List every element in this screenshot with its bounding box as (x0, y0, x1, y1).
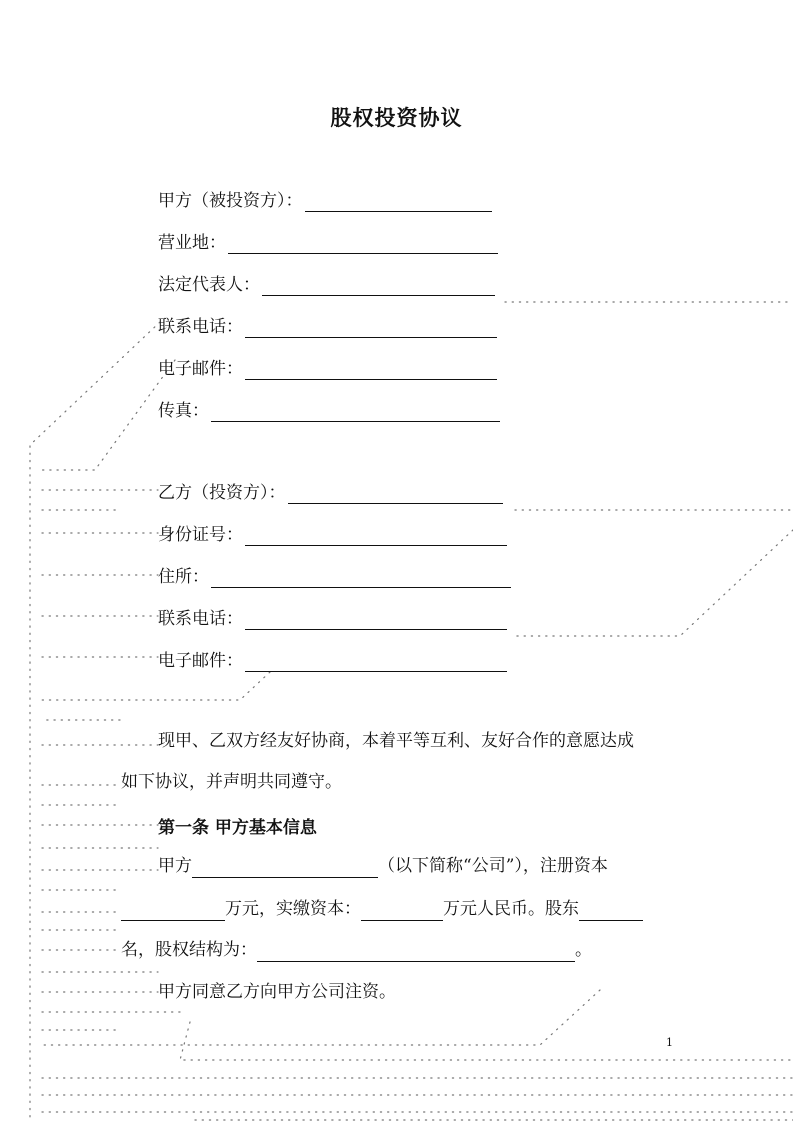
party-b-email-blank[interactable] (245, 651, 507, 672)
party-a-phone-label: 联系电话： (158, 317, 243, 337)
party-a-blank[interactable] (305, 191, 492, 212)
party-b-blank[interactable] (288, 483, 503, 504)
party-a-phone-blank[interactable] (245, 317, 497, 338)
party-b-phone-blank[interactable] (245, 609, 507, 630)
party-a-address-blank[interactable] (228, 233, 498, 254)
article-1-text-f: 。 (575, 940, 592, 960)
article-1-line-4: 甲方同意乙方向甲方公司注资。 (158, 982, 396, 1002)
party-b-phone-field (158, 604, 507, 630)
company-name-blank[interactable] (192, 859, 378, 878)
equity-structure-blank[interactable] (257, 943, 575, 962)
party-b-residence-label: 住所： (158, 567, 209, 587)
article-1-text-d: 万元人民币。股东 (443, 899, 579, 919)
party-b-phone-label: 联系电话： (158, 609, 243, 629)
article-1-text-c: 万元，实缴资本： (225, 899, 361, 919)
party-a-legal-rep-blank[interactable] (262, 275, 495, 296)
party-b-id-blank[interactable] (245, 525, 507, 546)
party-b-id-field (158, 520, 507, 546)
party-a-fax-blank[interactable] (211, 401, 500, 422)
party-a-label: 甲方（被投资方）： (158, 191, 303, 211)
party-a-address-field (158, 228, 498, 254)
article-1-line-2 (121, 897, 643, 921)
party-a-email-field (158, 354, 497, 380)
party-b-id-label: 身份证号： (158, 525, 243, 545)
party-a-field (158, 186, 492, 212)
party-b-residence-field (158, 562, 511, 588)
party-b-label: 乙方（投资方）： (158, 483, 286, 503)
document-title: 股权投资协议 (330, 106, 463, 130)
article-1-text-a: 甲方 (158, 856, 192, 876)
registered-capital-blank[interactable] (121, 902, 225, 921)
party-a-legal-rep-label: 法定代表人： (158, 275, 260, 295)
party-a-fax-label: 传真： (158, 401, 209, 421)
party-a-legal-rep-field (158, 270, 495, 296)
shareholder-count-blank[interactable] (579, 902, 643, 921)
paid-capital-blank[interactable] (361, 902, 443, 921)
party-b-email-label: 电子邮件： (158, 651, 243, 671)
party-a-address-label: 营业地： (158, 233, 226, 253)
preamble-line-1: 现甲、乙双方经友好协商，本着平等互利、友好合作的意愿达成 (158, 731, 634, 751)
party-b-residence-blank[interactable] (211, 567, 511, 588)
article-1-text-b: （以下简称“公司”），注册资本 (378, 856, 608, 876)
party-b-field (158, 478, 503, 504)
party-a-email-blank[interactable] (245, 359, 497, 380)
party-b-email-field (158, 646, 507, 672)
page-number: 1 (666, 1036, 673, 1049)
party-a-fax-field (158, 396, 500, 422)
party-a-email-label: 电子邮件： (158, 359, 243, 379)
preamble-line-2: 如下协议，并声明共同遵守。 (121, 772, 342, 792)
party-a-phone-field (158, 312, 497, 338)
article-1-line-3 (121, 938, 592, 962)
article-1-line-1 (158, 854, 608, 878)
article-1-heading: 第一条 甲方基本信息 (158, 818, 317, 838)
article-1-text-e: 名，股权结构为： (121, 940, 257, 960)
